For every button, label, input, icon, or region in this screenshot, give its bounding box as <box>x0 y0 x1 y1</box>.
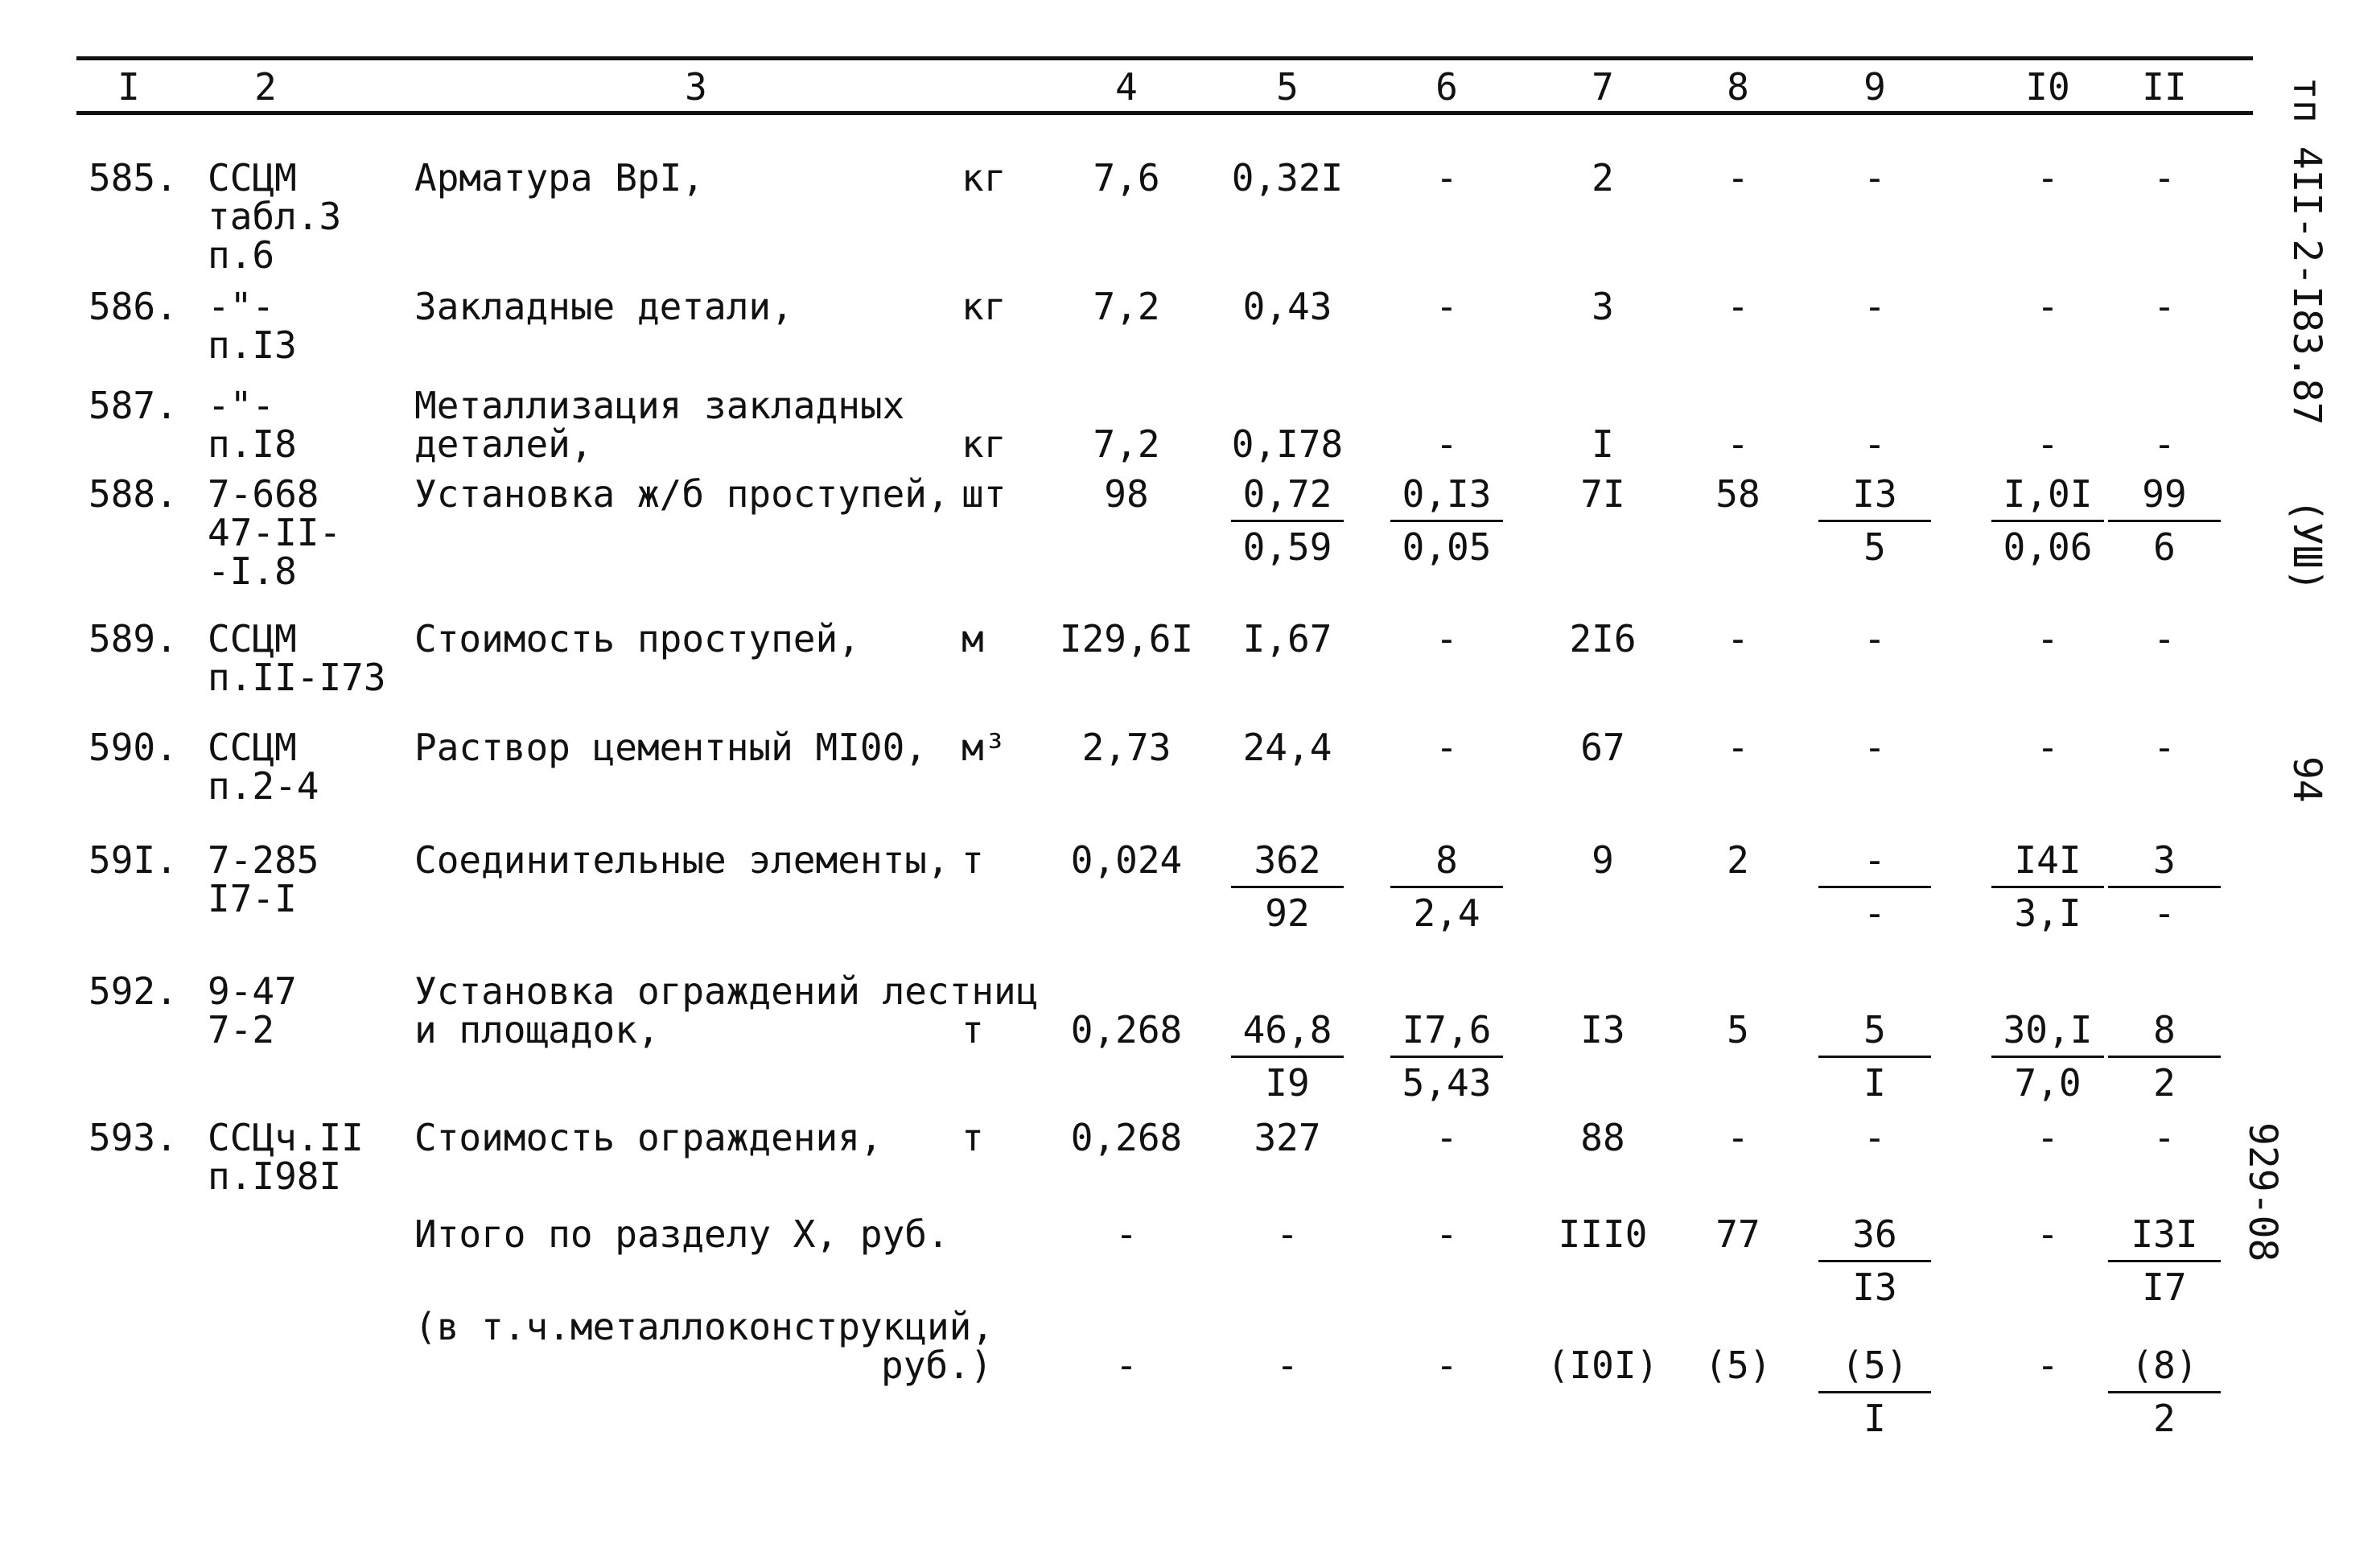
metal-c11-numerator: (8) <box>2131 1344 2198 1387</box>
row-59I-code-line: I7-I <box>208 877 297 920</box>
row-59I-c5-fraction-bar <box>1231 886 1344 888</box>
total-c9-numerator: 36 <box>1852 1212 1897 1256</box>
row-589-c11: - <box>2153 617 2176 661</box>
row-59I-c6-denominator: 2,4 <box>1413 891 1480 935</box>
metal-c8: (5) <box>1704 1344 1772 1387</box>
row-586-c11: - <box>2153 285 2176 328</box>
row-586-c4: 7,2 <box>1093 285 1160 328</box>
row-588-c5-numerator: 0,72 <box>1242 472 1332 516</box>
row-589-code-line: ССЦМ <box>208 617 297 661</box>
row-586-number: 586. <box>89 285 178 328</box>
total-c6: - <box>1435 1212 1458 1256</box>
metal-c9-fraction-bar <box>1818 1391 1931 1393</box>
row-586-code-line: п.I3 <box>208 323 297 367</box>
row-592-c5-numerator: 46,8 <box>1242 1008 1332 1052</box>
row-592-c11-numerator: 8 <box>2153 1008 2176 1052</box>
row-589-unit: м <box>962 617 984 661</box>
row-588-c6-fraction-bar <box>1390 520 1503 522</box>
row-585-c10: - <box>2036 156 2059 200</box>
row-593-c7: 88 <box>1580 1116 1625 1159</box>
column-header-8: 8 <box>1727 65 1749 109</box>
row-588-c6-denominator: 0,05 <box>1402 525 1492 569</box>
metal-label-line1: (в т.ч.металлоконструкций, <box>414 1305 994 1348</box>
row-59I-c10-fraction-bar <box>1991 886 2104 888</box>
column-header-1: I <box>117 65 140 109</box>
row-592-c7: I3 <box>1580 1008 1625 1052</box>
row-587-name-line: деталей, <box>414 422 593 466</box>
row-585-c8: - <box>1727 156 1749 200</box>
row-59I-c6-numerator: 8 <box>1435 838 1458 882</box>
row-592-c10-fraction-bar <box>1991 1056 2104 1058</box>
row-592-number: 592. <box>89 969 178 1013</box>
row-588-code-line: -I.8 <box>208 549 297 593</box>
metal-label-line2: руб.) <box>881 1344 993 1387</box>
total-c4: - <box>1115 1212 1138 1256</box>
row-59I-name-line: Соединительные элементы, <box>414 838 949 882</box>
row-592-c11-denominator: 2 <box>2153 1061 2176 1105</box>
row-593-unit: т <box>962 1116 984 1159</box>
row-585-c11: - <box>2153 156 2176 200</box>
row-59I-c6-fraction-bar <box>1390 886 1503 888</box>
row-587-number: 587. <box>89 384 178 427</box>
row-59I-c9-numerator: - <box>1863 838 1886 882</box>
column-header-2: 2 <box>254 65 277 109</box>
row-590-c7: 67 <box>1580 726 1625 769</box>
row-587-unit: кг <box>962 422 1007 466</box>
total-c7: III0 <box>1558 1212 1648 1256</box>
row-593-c11: - <box>2153 1116 2176 1159</box>
metal-c9-denominator: I <box>1863 1397 1886 1440</box>
column-header-10: I0 <box>2025 65 2070 109</box>
row-588-c8: 58 <box>1715 472 1760 516</box>
row-59I-unit: т <box>962 838 984 882</box>
volume-label: (УШ) <box>2284 499 2329 592</box>
row-59I-c8: 2 <box>1727 838 1749 882</box>
row-589-name-line: Стоимость проступей, <box>414 617 860 661</box>
row-589-code-line: п.II-I73 <box>208 656 386 699</box>
row-588-c10-numerator: I,0I <box>2003 472 2093 516</box>
row-593-c10: - <box>2036 1116 2059 1159</box>
column-header-9: 9 <box>1863 65 1886 109</box>
row-592-name-line: и площадок, <box>414 1008 660 1052</box>
row-592-c5-fraction-bar <box>1231 1056 1344 1058</box>
column-header-4: 4 <box>1115 65 1138 109</box>
row-586-unit: кг <box>962 285 1007 328</box>
row-593-c9: - <box>1863 1116 1886 1159</box>
row-588-number: 588. <box>89 472 178 516</box>
row-588-c11-fraction-bar <box>2108 520 2221 522</box>
column-header-7: 7 <box>1592 65 1614 109</box>
row-588-c5-denominator: 0,59 <box>1242 525 1332 569</box>
row-587-c6: - <box>1435 422 1458 466</box>
row-592-c6-numerator: I7,6 <box>1402 1008 1492 1052</box>
metal-c11-denominator: 2 <box>2153 1397 2176 1440</box>
total-c8: 77 <box>1715 1212 1760 1256</box>
row-590-name-line: Раствор цементный МI00, <box>414 726 927 769</box>
row-590-c9: - <box>1863 726 1886 769</box>
row-588-c11-numerator: 99 <box>2142 472 2187 516</box>
row-590-c4: 2,73 <box>1081 726 1172 769</box>
row-588-c9-numerator: I3 <box>1852 472 1897 516</box>
top-rule <box>76 56 2253 60</box>
row-592-c9-numerator: 5 <box>1863 1008 1886 1052</box>
total-c9-fraction-bar <box>1818 1260 1931 1262</box>
row-59I-code-line: 7-285 <box>208 838 319 882</box>
total-c11-numerator: I3I <box>2131 1212 2198 1256</box>
row-59I-c9-denominator: - <box>1863 891 1886 935</box>
row-587-c11: - <box>2153 422 2176 466</box>
column-header-3: 3 <box>685 65 707 109</box>
project-stamp: тп 4II-2-I83.87 <box>2284 76 2329 426</box>
row-586-c5: 0,43 <box>1242 285 1332 328</box>
row-588-code-line: 47-II- <box>208 511 342 554</box>
total-c5: - <box>1276 1212 1299 1256</box>
metal-c10: - <box>2036 1344 2059 1387</box>
page-number: 94 <box>2284 756 2329 803</box>
row-589-c6: - <box>1435 617 1458 661</box>
row-592-c4: 0,268 <box>1070 1008 1183 1052</box>
row-59I-c11-numerator: 3 <box>2153 838 2176 882</box>
row-592-c5-denominator: I9 <box>1265 1061 1310 1105</box>
row-587-c10: - <box>2036 422 2059 466</box>
row-589-number: 589. <box>89 617 178 661</box>
row-587-code-line: п.I8 <box>208 422 297 466</box>
row-592-c6-fraction-bar <box>1390 1056 1503 1058</box>
row-593-name-line: Стоимость ограждения, <box>414 1116 883 1159</box>
row-590-c10: - <box>2036 726 2059 769</box>
row-586-c7: 3 <box>1592 285 1614 328</box>
row-592-c11-fraction-bar <box>2108 1056 2221 1058</box>
row-59I-c5-denominator: 92 <box>1265 891 1310 935</box>
row-585-c6: - <box>1435 156 1458 200</box>
row-585-code-line: ССЦМ <box>208 156 297 200</box>
row-59I-c10-denominator: 3,I <box>2014 891 2082 935</box>
total-c9-denominator: I3 <box>1852 1266 1897 1309</box>
row-593-code-line: ССЦч.II <box>208 1116 364 1159</box>
row-592-unit: т <box>962 1008 984 1052</box>
row-587-c8: - <box>1727 422 1749 466</box>
row-588-c9-denominator: 5 <box>1863 525 1886 569</box>
metal-c6: - <box>1435 1344 1458 1387</box>
row-589-c4: I29,6I <box>1059 617 1194 661</box>
row-592-c8: 5 <box>1727 1008 1749 1052</box>
row-593-c8: - <box>1727 1116 1749 1159</box>
row-590-c6: - <box>1435 726 1458 769</box>
metal-c9-numerator: (5) <box>1841 1344 1909 1387</box>
row-586-code-line: -"- <box>208 285 275 328</box>
total-label: Итого по разделу X, руб. <box>414 1212 949 1256</box>
row-593-number: 593. <box>89 1116 178 1159</box>
row-588-unit: шт <box>962 472 1007 516</box>
total-c11-fraction-bar <box>2108 1260 2221 1262</box>
metal-c7: (I0I) <box>1546 1344 1659 1387</box>
row-592-name-line: Установка ограждений лестниц <box>414 969 1039 1013</box>
header-rule <box>76 111 2253 115</box>
row-585-code-line: табл.3 <box>208 195 342 238</box>
row-59I-c4: 0,024 <box>1070 838 1183 882</box>
row-593-code-line: п.I98I <box>208 1154 342 1198</box>
row-588-c10-denominator: 0,06 <box>2003 525 2093 569</box>
row-593-c4: 0,268 <box>1070 1116 1183 1159</box>
column-header-6: 6 <box>1435 65 1458 109</box>
row-585-c4: 7,6 <box>1093 156 1160 200</box>
metal-c11-fraction-bar <box>2108 1391 2221 1393</box>
row-586-name-line: Закладные детали, <box>414 285 793 328</box>
row-588-c5-fraction-bar <box>1231 520 1344 522</box>
row-590-c8: - <box>1727 726 1749 769</box>
row-587-code-line: -"- <box>208 384 275 427</box>
row-588-c6-numerator: 0,I3 <box>1402 472 1492 516</box>
row-590-number: 590. <box>89 726 178 769</box>
row-585-c9: - <box>1863 156 1886 200</box>
row-588-c4: 98 <box>1104 472 1149 516</box>
row-592-code-line: 9-47 <box>208 969 297 1013</box>
row-587-c5: 0,I78 <box>1231 422 1344 466</box>
row-585-code-line: п.6 <box>208 233 275 277</box>
metal-c5: - <box>1276 1344 1299 1387</box>
row-592-c9-denominator: I <box>1863 1061 1886 1105</box>
row-585-unit: кг <box>962 156 1007 200</box>
row-588-c10-fraction-bar <box>1991 520 2104 522</box>
row-588-c7: 7I <box>1580 472 1625 516</box>
row-590-code-line: п.2-4 <box>208 764 319 808</box>
metal-c4: - <box>1115 1344 1138 1387</box>
row-586-c6: - <box>1435 285 1458 328</box>
row-59I-c7: 9 <box>1592 838 1614 882</box>
row-587-name-line: Металлизация закладных <box>414 384 905 427</box>
row-585-c5: 0,32I <box>1231 156 1344 200</box>
row-592-c10-denominator: 7,0 <box>2014 1061 2082 1105</box>
column-header-5: 5 <box>1276 65 1299 109</box>
row-592-c6-denominator: 5,43 <box>1402 1061 1492 1105</box>
row-593-c5: 327 <box>1254 1116 1321 1159</box>
row-588-code-line: 7-668 <box>208 472 319 516</box>
archive-number: 929-08 <box>2240 1122 2285 1262</box>
row-588-c9-fraction-bar <box>1818 520 1931 522</box>
row-592-code-line: 7-2 <box>208 1008 275 1052</box>
row-589-c5: I,67 <box>1242 617 1332 661</box>
row-592-c10-numerator: 30,I <box>2003 1008 2093 1052</box>
row-589-c7: 2I6 <box>1569 617 1637 661</box>
row-588-name-line: Установка ж/б проступей, <box>414 472 949 516</box>
row-592-c9-fraction-bar <box>1818 1056 1931 1058</box>
column-header-11: II <box>2142 65 2187 109</box>
row-59I-c9-fraction-bar <box>1818 886 1931 888</box>
row-590-c5: 24,4 <box>1242 726 1332 769</box>
row-590-c11: - <box>2153 726 2176 769</box>
row-59I-c11-fraction-bar <box>2108 886 2221 888</box>
row-585-name-line: Арматура ВрI, <box>414 156 705 200</box>
row-586-c9: - <box>1863 285 1886 328</box>
row-587-c7: I <box>1592 422 1614 466</box>
row-585-c7: 2 <box>1592 156 1614 200</box>
row-587-c4: 7,2 <box>1093 422 1160 466</box>
row-590-code-line: ССЦМ <box>208 726 297 769</box>
total-c10: - <box>2036 1212 2059 1256</box>
row-59I-c10-numerator: I4I <box>2014 838 2082 882</box>
row-585-number: 585. <box>89 156 178 200</box>
row-588-c11-denominator: 6 <box>2153 525 2176 569</box>
row-593-c6: - <box>1435 1116 1458 1159</box>
row-589-c8: - <box>1727 617 1749 661</box>
row-59I-c5-numerator: 362 <box>1254 838 1321 882</box>
total-c11-denominator: I7 <box>2142 1266 2187 1309</box>
row-587-c9: - <box>1863 422 1886 466</box>
row-589-c10: - <box>2036 617 2059 661</box>
row-59I-number: 59I. <box>89 838 178 882</box>
row-59I-c11-denominator: - <box>2153 891 2176 935</box>
row-586-c8: - <box>1727 285 1749 328</box>
row-586-c10: - <box>2036 285 2059 328</box>
row-589-c9: - <box>1863 617 1886 661</box>
row-590-unit: м³ <box>962 726 1007 769</box>
